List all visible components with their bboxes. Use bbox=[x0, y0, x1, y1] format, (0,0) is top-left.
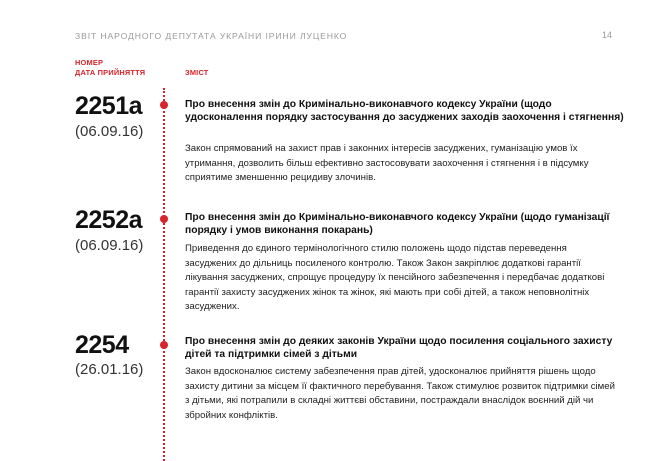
law-number: 2251а bbox=[75, 92, 143, 120]
timeline-dot bbox=[160, 215, 168, 223]
law-description: Приведення до єдиного термінологічного стилю положень щодо підстав переведення засуджених до дільниць посиленого контролю. Також Закон закріплює додаткові гарантії лікування засуджених, спрощує процедуру їх пенсійного забезпечення і передбачає додаткові гарантії захисту засуджених жінок та жінок, які мають при собі дітей, а також неповнолітніх засуджених. bbox=[185, 243, 605, 312]
law-number: 2254 bbox=[75, 331, 129, 359]
timeline-dot bbox=[160, 101, 168, 109]
law-description: Закон вдосконалює систему забезпечення прав дітей, удосконалює прийняття рішень щодо захисту дитини за місцем її фактичного перебування. Також стимулює розвиток підтримки сімей з дітьми, які потрапили в складні життєві обставини, постраждали внаслідок воєнний дій чи збройних конфліктів. bbox=[185, 366, 615, 421]
report-header: ЗВІТ НАРОДНОГО ДЕПУТАТА УКРАЇНИ ІРИНИ ЛУЦЕНКО bbox=[75, 31, 348, 41]
law-date: (06.09.16) bbox=[75, 123, 144, 140]
number-date-column-label bbox=[75, 58, 145, 78]
law-number: 2252а bbox=[75, 206, 143, 234]
timeline-dot bbox=[160, 341, 168, 349]
date-label: ДАТА ПРИЙНЯТТЯ bbox=[75, 68, 146, 77]
law-title: Про внесення змін до деяких законів України щодо посилення соціального захисту дітей та підтримки сімей з дітьми bbox=[185, 336, 613, 360]
law-date: (26.01.16) bbox=[75, 361, 144, 378]
page-number: 14 bbox=[601, 30, 612, 40]
timeline-line bbox=[163, 88, 165, 461]
law-title: Про внесення змін до Кримінально-виконавчого кодексу України (щодо удосконалення порядку застосування до засуджених заходів заохочення і стягнення) bbox=[185, 99, 624, 123]
law-title: Про внесення змін до Кримінально-виконавчого кодексу України (щодо гуманізації порядку і умов виконання покарань) bbox=[185, 212, 610, 236]
number-label: НОМЕР bbox=[75, 58, 104, 67]
law-description: Закон спрямований на захист прав і законних інтересів засуджених, гуманізацію умов їх утримання, дозволить більш ефективно застосовувати заохочення і стягнення і в підсумку сприятиме зменшенню рецидиву злочинів. bbox=[185, 143, 589, 183]
law-date: (06.09.16) bbox=[75, 237, 144, 254]
content-column-label: ЗМІСТ bbox=[185, 68, 209, 77]
